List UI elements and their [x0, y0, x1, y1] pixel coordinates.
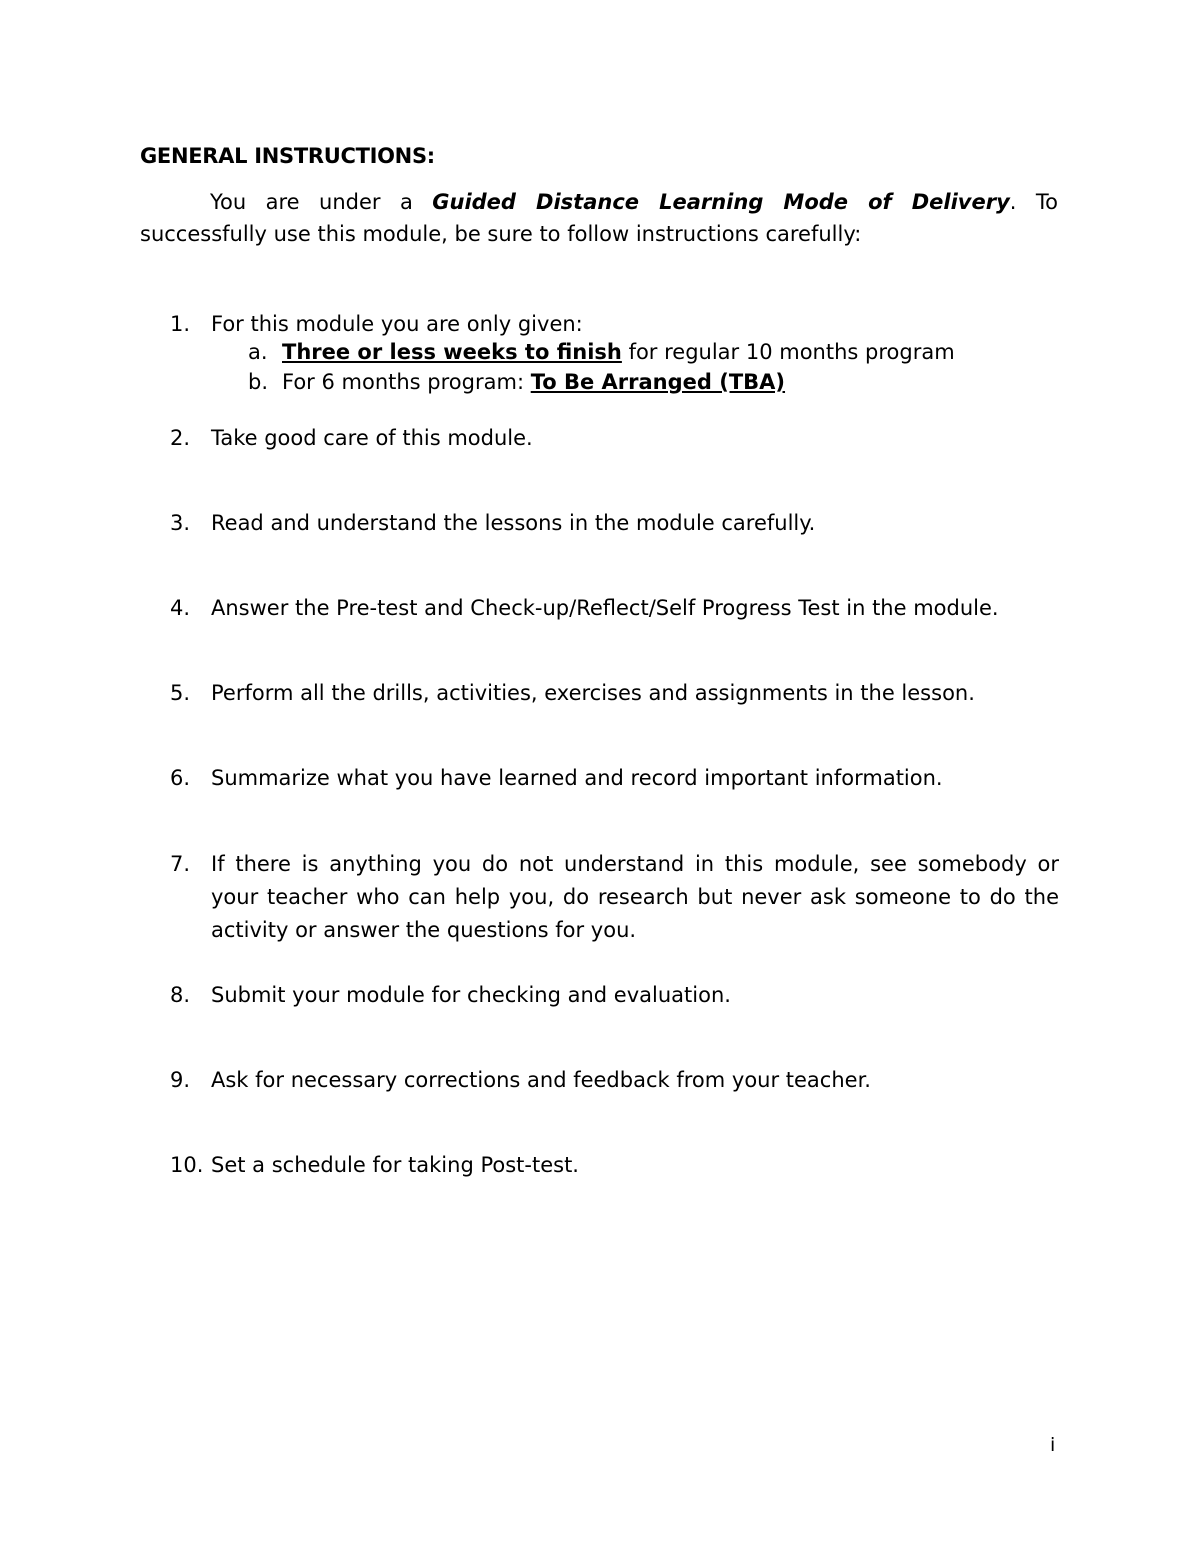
intro-emphasis: Guided Distance Learning Mode of Delivery: [432, 190, 1010, 214]
intro-paragraph: [140, 186, 1058, 250]
sub-item-emphasis: To Be Arranged (TBA): [530, 370, 786, 394]
list-item: [170, 1064, 1060, 1097]
list-item: [170, 848, 1060, 947]
list-item-text: For this module you are only given:: [211, 312, 583, 336]
list-item-number: 5.: [170, 681, 191, 705]
list-item-text: Summarize what you have learned and record important information.: [211, 766, 943, 790]
list-item-text: Answer the Pre-test and Check-up/Reflect/Self Progress Test in the module.: [211, 596, 999, 620]
sub-list-item-text: [282, 367, 785, 397]
sub-list-item: [248, 337, 955, 367]
list-item-number: 8.: [170, 983, 191, 1007]
list-item-text: If there is anything you do not understand in this module, see somebody or your teacher who can help you, do research but never ask someone to do the activity or answer the questions for you.: [211, 852, 1059, 942]
sub-list-item: [248, 367, 785, 397]
list-item-number: 6.: [170, 766, 191, 790]
list-item: [170, 507, 1060, 540]
sub-item-emphasis: Three or less weeks to finish: [282, 340, 622, 364]
intro-suffix: . To successfully use this module, be sure to follow instructions carefully:: [140, 190, 1058, 246]
sub-item-rest: for regular 10 months program: [621, 340, 955, 364]
list-item-number: 9.: [170, 1068, 191, 1092]
sub-list-item-text: [282, 337, 955, 367]
sub-list-item-letter: b.: [248, 370, 269, 394]
list-item: [170, 1149, 1060, 1182]
list-item-text: Ask for necessary corrections and feedback from your teacher.: [211, 1068, 871, 1092]
list-item-number: 1.: [170, 312, 191, 336]
page-number: i: [1050, 1434, 1056, 1456]
list-item-number: 3.: [170, 511, 191, 535]
list-item: [170, 592, 1060, 625]
list-item-text: Submit your module for checking and evaluation.: [211, 983, 731, 1007]
list-item: [170, 422, 1060, 455]
page-heading: GENERAL INSTRUCTIONS:: [140, 144, 435, 168]
list-item: [170, 762, 1060, 795]
list-item-text: Perform all the drills, activities, exercises and assignments in the lesson.: [211, 681, 975, 705]
intro-prefix: You are under a: [210, 190, 433, 214]
list-item-text: Set a schedule for taking Post-test.: [211, 1153, 579, 1177]
list-item-number: 10.: [170, 1153, 204, 1177]
list-item-text: Take good care of this module.: [211, 426, 533, 450]
list-item-number: 4.: [170, 596, 191, 620]
list-item: [170, 677, 1060, 710]
list-item-text: Read and understand the lessons in the module carefully.: [211, 511, 816, 535]
sub-item-prefix: For 6 months program:: [282, 370, 531, 394]
sub-list-item-letter: a.: [248, 340, 268, 364]
list-item-number: 7.: [170, 852, 191, 876]
list-item-number: 2.: [170, 426, 191, 450]
list-item: [170, 979, 1060, 1012]
